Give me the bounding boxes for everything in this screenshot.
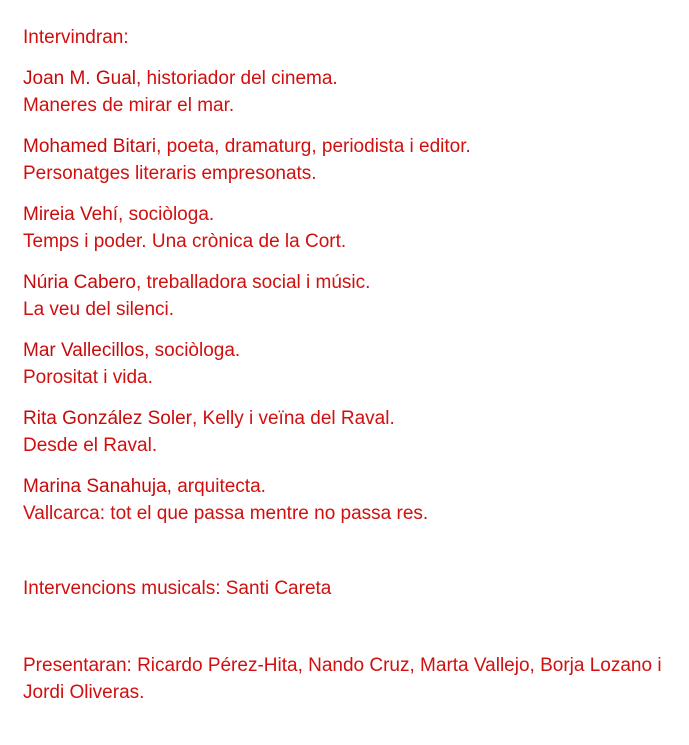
musical-label: Intervencions musicals: xyxy=(23,578,226,599)
talk-title: Desde el Raval. xyxy=(23,435,158,456)
speaker-role: , historiador del cinema. xyxy=(136,68,338,89)
speaker-role: , sociòloga. xyxy=(118,204,215,225)
speaker-role: , treballadora social i músic. xyxy=(136,272,371,293)
speaker-name: Mohamed Bitari xyxy=(23,136,157,157)
speaker-entry xyxy=(23,473,683,527)
speaker-role: , sociòloga. xyxy=(144,340,241,361)
musical-interventions xyxy=(23,575,683,602)
speaker-name: Núria Cabero xyxy=(23,272,136,293)
speaker-entry xyxy=(23,269,683,323)
talk-title: Personatges literaris empresonats. xyxy=(23,163,317,184)
speaker-role: , Kelly i veïna del Raval. xyxy=(191,408,395,429)
speaker-name: Joan M. Gual xyxy=(23,68,136,89)
speaker-name: Mar Vallecillos xyxy=(23,340,145,361)
intro-label: Intervindran: xyxy=(23,27,129,48)
talk-title: Maneres de mirar el mar. xyxy=(23,95,235,116)
event-program xyxy=(23,24,683,706)
talk-title: Porositat i vida. xyxy=(23,367,153,388)
musical-performer: Santi Careta xyxy=(225,578,332,599)
speaker-entry xyxy=(23,133,683,187)
speaker-role: , poeta, dramaturg, periodista i editor. xyxy=(156,136,471,157)
speaker-entry xyxy=(23,405,683,459)
speaker-name: Mireia Vehí xyxy=(23,204,119,225)
speaker-name: Marina Sanahuja xyxy=(23,476,167,497)
presenters-text: Presentaran: Ricardo Pérez-Hita, Nando Cruz, Marta Vallejo, Borja Lozano i Jordi Oliveras. xyxy=(23,655,662,703)
talk-title: Vallcarca: tot el que passa mentre no passa res. xyxy=(23,503,429,524)
speaker-entry xyxy=(23,65,683,119)
speaker-entry xyxy=(23,337,683,391)
speaker-role: , arquitecta. xyxy=(166,476,266,497)
talk-title: Temps i poder. Una crònica de la Cort. xyxy=(23,231,347,252)
talk-title: La veu del silenci. xyxy=(23,299,175,320)
speaker-entry xyxy=(23,201,683,255)
speaker-name: Rita González Soler xyxy=(23,408,192,429)
